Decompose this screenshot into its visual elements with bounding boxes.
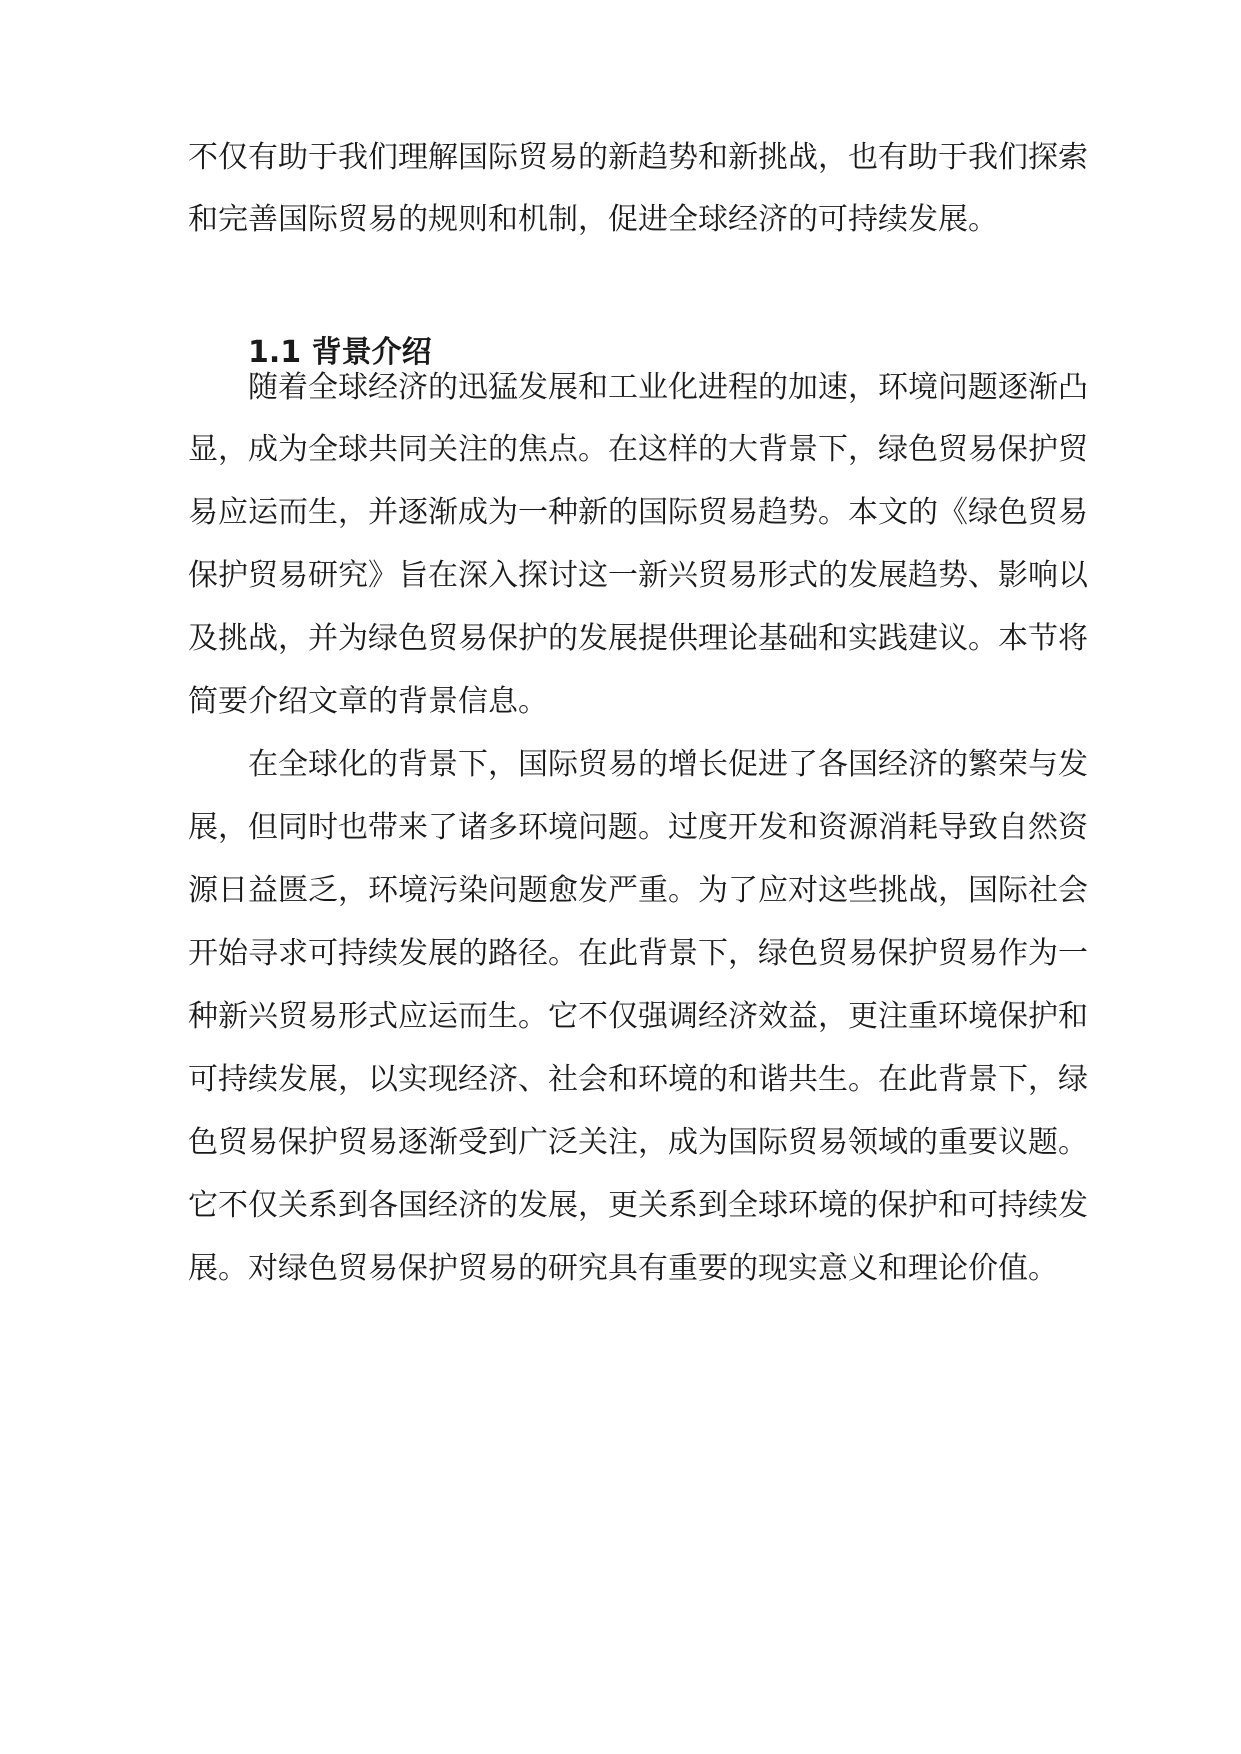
paragraph2-line-8: 它不仅关系到各国经济的发展，更关系到全球环境的保护和可持续发 — [188, 1188, 1088, 1223]
paragraph2-line-1: 在全球化的背景下，国际贸易的增长促进了各国经济的繁荣与发 — [248, 747, 1088, 782]
intro-line-2: 和完善国际贸易的规则和机制，促进全球经济的可持续发展。 — [188, 202, 998, 237]
paragraph2-line-7: 色贸易保护贸易逐渐受到广泛关注，成为国际贸易领域的重要议题。 — [188, 1125, 1088, 1160]
paragraph1-line-2: 显，成为全球共同关注的焦点。在这样的大背景下，绿色贸易保护贸 — [188, 432, 1088, 467]
paragraph1-line-6: 简要介绍文章的背景信息。 — [188, 684, 548, 719]
paragraph1-line-5: 及挑战，并为绿色贸易保护的发展提供理论基础和实践建议。本节将 — [188, 621, 1088, 656]
paragraph2-line-9: 展。对绿色贸易保护贸易的研究具有重要的现实意义和理论价值。 — [188, 1251, 1058, 1286]
paragraph2-line-3: 源日益匮乏，环境污染问题愈发严重。为了应对这些挑战，国际社会 — [188, 873, 1088, 908]
intro-line-1: 不仅有助于我们理解国际贸易的新趋势和新挑战，也有助于我们探索 — [188, 140, 1088, 175]
paragraph1-line-3: 易应运而生，并逐渐成为一种新的国际贸易趋势。本文的《绿色贸易 — [188, 495, 1088, 530]
paragraph2-line-6: 可持续发展，以实现经济、社会和环境的和谐共生。在此背景下，绿 — [188, 1062, 1088, 1097]
paragraph1-line-4: 保护贸易研究》旨在深入探讨这一新兴贸易形式的发展趋势、影响以 — [188, 558, 1088, 593]
paragraph2-line-2: 展，但同时也带来了诸多环境问题。过度开发和资源消耗导致自然资 — [188, 810, 1088, 845]
paragraph2-line-5: 种新兴贸易形式应运而生。它不仅强调经济效益，更注重环境保护和 — [188, 999, 1088, 1034]
paragraph1-line-1: 随着全球经济的迅猛发展和工业化进程的加速，环境问题逐渐凸 — [248, 370, 1088, 405]
paragraph2-line-4: 开始寻求可持续发展的路径。在此背景下，绿色贸易保护贸易作为一 — [188, 936, 1088, 971]
section-heading: 1.1 背景介绍 — [248, 335, 432, 370]
